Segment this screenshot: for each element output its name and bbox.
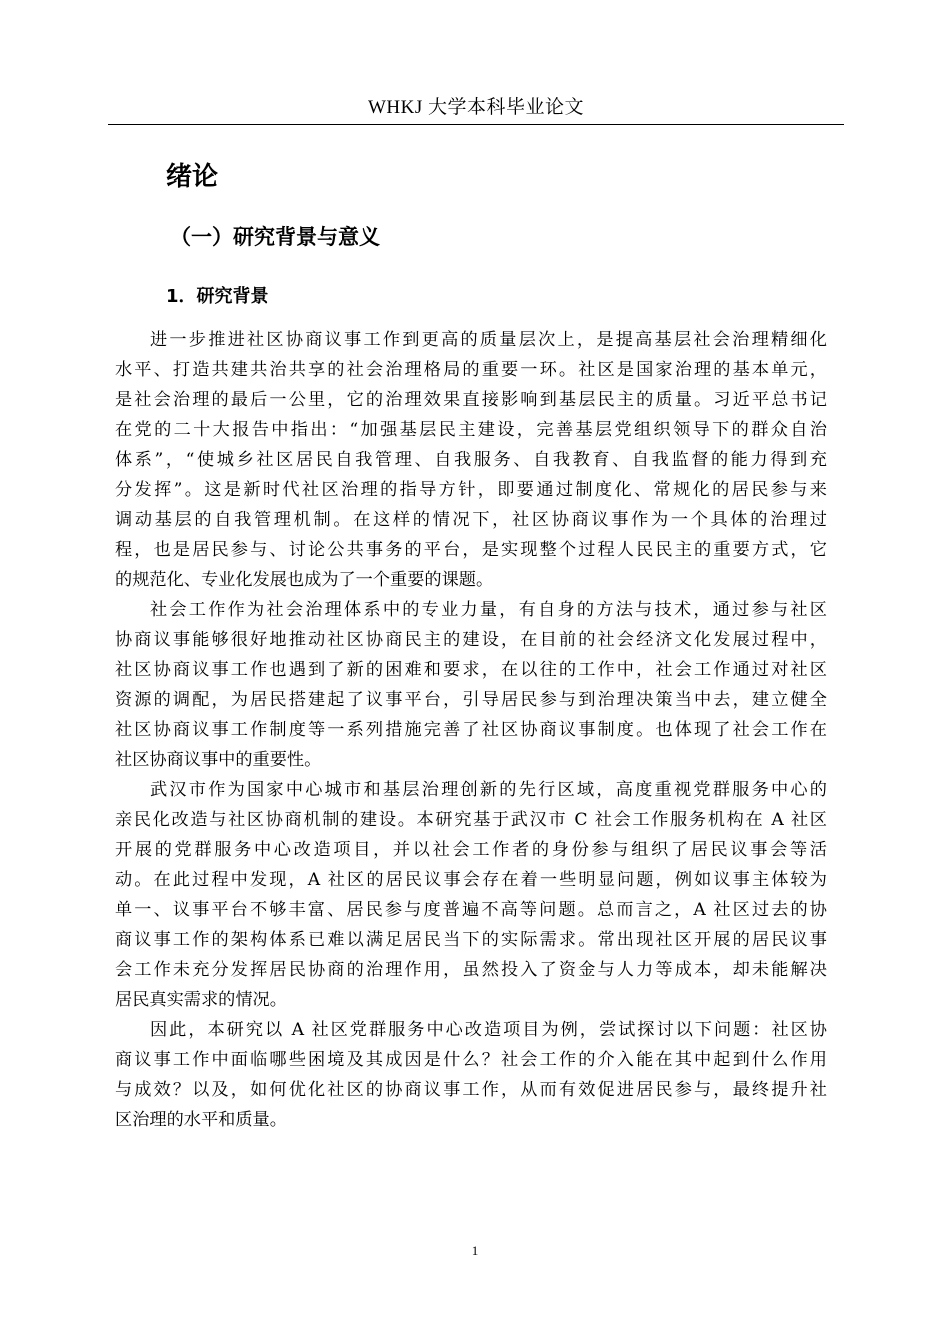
text-line: 进一步推进社区协商议事工作到更高的质量层次上，是提高基层社会治理精细化 (150, 330, 827, 350)
text-line: 调动基层的自我管理机制。在这样的情况下，社区协商议事作为一个具体的治理过 (115, 510, 827, 530)
text-line: 是社会治理的最后一公里，它的治理效果直接影响到基层民主的质量。习近平总书记 (115, 390, 827, 410)
text-line: 社区协商议事工作制度等一系列措施完善了社区协商议事制度。也体现了社会工作在 (115, 720, 827, 740)
page-header (108, 96, 844, 125)
text-line: 社区协商议事工作也遇到了新的困难和要求，在以往的工作中，社会工作通过对社区 (115, 660, 827, 680)
page-number: 1 (471, 1243, 479, 1258)
text-line: 因此，本研究以 A 社区党群服务中心改造项目为例，尝试探讨以下问题：社区协 (150, 1020, 827, 1040)
text-line: 区治理的水平和质量。 (115, 1110, 287, 1130)
body-text (115, 325, 827, 1135)
subsection-title: 1．研究背景 (166, 286, 269, 307)
text-line: 商议事工作的架构体系已难以满足居民当下的实际需求。常出现社区开展的居民议事 (115, 930, 827, 950)
text-line: 亲民化改造与社区协商机制的建设。本研究基于武汉市 C 社会工作服务机构在 A 社区 (115, 810, 827, 830)
text-line: 单一、议事平台不够丰富、居民参与度普遍不高等问题。总而言之，A 社区过去的协 (115, 900, 827, 920)
text-line: 武汉市作为国家中心城市和基层治理创新的先行区域，高度重视党群服务中心的 (150, 780, 827, 800)
text-line: 体系”，“使城乡社区居民自我管理、自我服务、自我教育、自我监督的能力得到充 (115, 450, 827, 470)
text-line: 协商议事能够很好地推动社区协商民主的建设，在目前的社会经济文化发展过程中， (115, 630, 827, 650)
text-line: 开展的党群服务中心改造项目，并以社会工作者的身份参与组织了居民议事会等活 (115, 840, 827, 860)
text-line: 社会工作作为社会治理体系中的专业力量，有自身的方法与技术，通过参与社区 (150, 600, 827, 620)
text-line: 会工作未充分发挥居民协商的治理作用，虽然投入了资金与人力等成本，却未能解决 (115, 960, 827, 980)
chapter-title: 绪论 (166, 162, 219, 192)
text-line: 动。在此过程中发现，A 社区的居民议事会存在着一些明显问题，例如议事主体较为 (115, 870, 827, 890)
paragraph (115, 595, 827, 775)
text-line: 商议事工作中面临哪些困境及其成因是什么？社会工作的介入能在其中起到什么作用 (115, 1050, 827, 1070)
paragraph (115, 325, 827, 595)
paragraph (115, 1015, 827, 1135)
text-line: 水平、打造共建共治共享的社会治理格局的重要一环。社区是国家治理的基本单元， (115, 360, 827, 380)
header-title: WHKJ 大学本科毕业论文 (367, 97, 585, 118)
paragraph (115, 775, 827, 1015)
text-line: 与成效？以及，如何优化社区的协商议事工作，从而有效促进居民参与，最终提升社 (115, 1080, 827, 1100)
text-line: 资源的调配，为居民搭建起了议事平台，引导居民参与到治理决策当中去，建立健全 (115, 690, 827, 710)
text-line: 在党的二十大报告中指出：“加强基层民主建设，完善基层党组织领导下的群众自治 (115, 420, 827, 440)
text-line: 居民真实需求的情况。 (115, 990, 287, 1010)
section-title: （一）研究背景与意义 (170, 225, 380, 249)
text-line: 的规范化、专业化发展也成为了一个重要的课题。 (115, 570, 494, 590)
text-line: 社区协商议事中的重要性。 (115, 750, 322, 770)
text-line: 分发挥”。这是新时代社区治理的指导方针，即要通过制度化、常规化的居民参与来 (115, 480, 827, 500)
text-line: 程，也是居民参与、讨论公共事务的平台，是实现整个过程人民民主的重要方式，它 (115, 540, 827, 560)
